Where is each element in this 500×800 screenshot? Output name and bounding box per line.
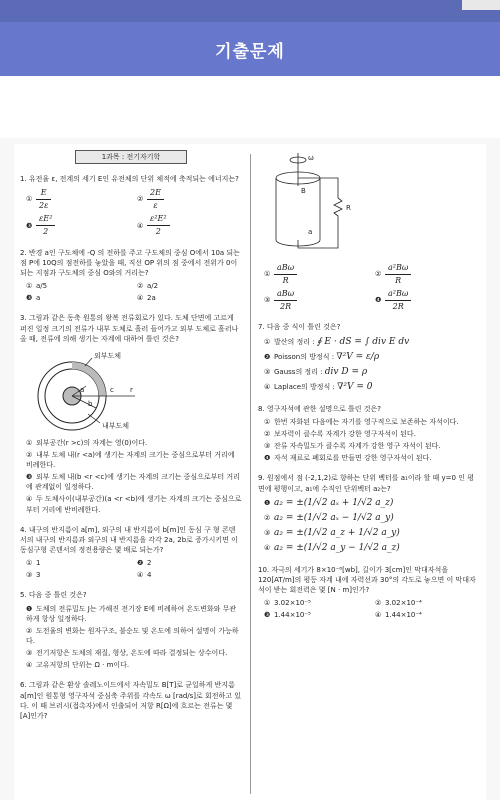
option-4[interactable]: ④ a₂ = ±(1/√2 a_y − 1/√2 a_z) (264, 542, 400, 553)
question-5 (20, 590, 242, 672)
option-4[interactable]: ❹ 자석 재료로 폐회로를 만들면 강한 영구자석이 된다. (264, 454, 432, 463)
question-text: 3. 그림과 같은 동축 원통의 왕복 전류회로가 있다. 도체 단면에 고르게 퍼진 일정 크기의 전류가 내부 도체로 흘러 들어가고 외부 도체로 흘러나올 때, 전류에 의해 생기는 자계에 대하여 틀린 것은? (20, 314, 239, 343)
option-3[interactable]: ❸ a (26, 294, 41, 303)
label-a: a (80, 385, 85, 394)
app-bar (0, 22, 500, 76)
option-1[interactable]: ① $\frac{E}{2\varepsilon}$ (20, 187, 131, 211)
option-4[interactable]: ④ 4 (137, 571, 152, 580)
option-3[interactable]: ③ 잔류 자속밀도가 클수록 자계가 강한 영구 자석이 된다. (264, 442, 441, 451)
question-4 (20, 525, 242, 583)
option-1[interactable]: ① 한번 자화된 다음에는 자기를 영구적으로 보존하는 자석이다. (264, 417, 459, 426)
question-text: 7. 다음 중 식이 틀린 것은? (258, 323, 341, 332)
option-3[interactable]: ❸ 외부 도체 내(b <r <c)에 생기는 자계의 크기는 중심으로부터 거리에 관계없이 일정하다. (26, 473, 240, 492)
fraction: $\frac{\text{εE²}}{2}$ (36, 213, 55, 237)
option-4[interactable]: ④ 1.44×10⁻⁴ (375, 611, 422, 620)
option-1[interactable]: ① $\frac{\text{aBω}}{R}$ (258, 262, 369, 286)
exam-page (14, 144, 486, 800)
option-3[interactable]: ③ 3 (26, 571, 41, 580)
question-6-options (258, 262, 480, 314)
option-2[interactable]: ② $\frac{2E}{\varepsilon}$ (131, 187, 242, 211)
option-3[interactable]: ③ 전기저항은 도체의 재질, 형상, 온도에 따라 결정되는 상수이다. (26, 649, 228, 658)
label-b: b (88, 399, 93, 408)
option-3[interactable]: ③ Gauss의 정리 : div D = ρ (264, 366, 368, 377)
option-1[interactable]: ① a/5 (26, 282, 48, 291)
answer-options (20, 438, 242, 517)
option-1[interactable]: ❶ 도체의 전류밀도 J는 가해진 전기장 E에 비례하여 온도변화와 무관하게 항상 일정하다. (26, 604, 237, 623)
left-column (20, 144, 242, 729)
status-indicator (462, 0, 500, 10)
option-2[interactable]: ② $\frac{\text{a²Bω}}{R}$ (369, 262, 480, 286)
option-3[interactable]: ❸ 1.44×10⁻⁵ (264, 611, 311, 620)
question-8 (258, 404, 480, 466)
pointer-outer (85, 358, 92, 366)
question-text: 8. 영구자석에 관한 설명으로 틀린 것은? (258, 404, 381, 413)
question-text: 4. 내구의 반지름이 a[m], 외구의 내 반지름이 b[m]인 동심 구 형 콘덴서의 내구의 반지름과 외구의 내 반지름을 각각 2a, 2b로 증가시키면 이 동심구형 콘덴서의 정전용량은 몇 배로 되는가? (20, 525, 238, 555)
option-1[interactable]: ① 발산의 정리 : ∮ E · dS = ∫ div E dv (264, 336, 410, 347)
question-text: 1. 유전율 ε, 전계의 세기 E인 유전체의 단위 체적에 축적되는 에너지는? (20, 175, 239, 184)
option-2[interactable]: ② 도전율의 변화는 원자구조, 불순도 및 온도에 의하여 설명이 가능하다. (26, 626, 239, 646)
answer-options (258, 497, 480, 557)
option-2[interactable]: ② 보자력이 클수록 자계가 강한 영구자석이 된다. (264, 429, 416, 438)
label-b: B (301, 187, 306, 195)
solenoid-diagram (268, 148, 388, 258)
option-4[interactable]: ❹ $\frac{\text{a²Bω}}{2R}$ (369, 288, 480, 312)
answer-options (258, 262, 480, 314)
question-text: 6. 그림과 같은 환상 솔레노이드에서 자속밀도 B[T]로 균일하게 반지름 a[m]인 원통형 영구자석 중심축 주위를 각속도 ω [rad/s]로 회전하고 있다. 이 때 브러시(접촉자)에서 인출되어 저항 R[Ω]에 흐르는 전류는 몇 [A]인가? (20, 681, 242, 720)
question-10 (258, 565, 480, 623)
fraction: $\frac{E}{2\varepsilon}$ (36, 187, 51, 211)
label-r: R (346, 204, 351, 212)
question-3 (20, 313, 242, 516)
option-4[interactable]: ④ $\frac{\text{ε²E²}}{2}$ (131, 213, 242, 237)
question-6 (20, 680, 242, 721)
status-bar (0, 0, 500, 22)
option-2[interactable]: ② 내부 도체 내(r <a)에 생기는 자계의 크기는 중심으로부터 거리에 비례한다. (26, 450, 235, 470)
option-2[interactable]: ② a/2 (137, 282, 159, 291)
label-a: a (308, 228, 313, 236)
question-text: 2. 반경 a인 구도체에 -Q 의 전하를 주고 구도체의 중심 O에서 10a 되는 점 P에 10Q의 점전하를 놓았을 때, 직선 OP 위의 점 중에서 전위가 0이 되는 지점과 구도체의 중심 O와의 거리는? (20, 248, 240, 277)
label-c: c (110, 385, 114, 394)
label-r: r (130, 385, 133, 394)
option-1[interactable]: ❶ a₂ = ±(1/√2 aₓ + 1/√2 a_z) (264, 497, 394, 508)
label-inner: 내부도체 (102, 421, 130, 430)
option-2[interactable]: ② a₂ = ±(1/√2 aₓ − 1/√2 a_y) (264, 512, 394, 523)
option-1[interactable]: ① 1 (26, 559, 41, 568)
exam-sheet[interactable] (0, 138, 500, 800)
answer-options (258, 336, 480, 396)
answer-options (20, 187, 242, 239)
answer-options (20, 558, 242, 582)
right-column (258, 144, 480, 631)
option-1[interactable]: ① 3.02×10⁻⁵ (264, 599, 311, 608)
option-2[interactable]: ❷ Poisson의 방정식 : ∇²V = ε/ρ (264, 351, 380, 362)
question-7 (258, 322, 480, 395)
answer-options (20, 604, 242, 673)
header-space (0, 76, 500, 138)
option-3[interactable]: ❸ $\frac{\text{εE²}}{2}$ (20, 213, 131, 237)
option-1[interactable]: ① 외부공간(r >c)의 자계는 영(0)이다. (26, 438, 148, 447)
question-text: 5. 다음 중 틀린 것은? (20, 591, 87, 600)
question-text: 10. 자극의 세기가 8×10⁻⁶[wb], 길이가 3[cm]인 막대자석을 120[AT/m]의 평등 자계 내에 자력선과 30°의 각도로 놓으면 이 막대자석이 받는 회전력은 몇 [N · m]인가? (258, 565, 476, 595)
option-2[interactable]: ② 3.02×10⁻⁴ (375, 599, 422, 608)
answer-options (20, 281, 242, 305)
column-divider (250, 154, 251, 794)
fraction: $\frac{2E}{\varepsilon}$ (147, 187, 164, 211)
option-4[interactable]: ④ 2a (137, 294, 156, 303)
answer-options (258, 598, 480, 622)
question-1 (20, 174, 242, 240)
label-omega: ω (308, 154, 314, 162)
option-4[interactable]: ④ 두 도체사이(내부공간)(a <r <b)에 생기는 자계의 크기는 중심으로부터 거리에 반비례한다. (26, 495, 242, 514)
option-3[interactable]: ③ a₂ = ±(1/√2 a_z + 1/√2 a_y) (264, 527, 400, 538)
option-2[interactable]: ❷ 2 (137, 559, 152, 568)
question-9 (258, 473, 480, 556)
page-title: 기출문제 (215, 41, 285, 62)
fraction: $\frac{\text{ε²E²}}{2}$ (147, 213, 170, 237)
question-text: 9. 원점에서 점 (-2,1,2)로 향하는 단위 벡터를 a₁이라 할 때 y=0 인 평면에 평행이고, a₁에 수직인 단위벡터 a₂는? (258, 474, 474, 493)
option-3[interactable]: ③ $\frac{\text{aBω}}{2R}$ (258, 288, 369, 312)
subject-label: 1과목 : 전기자기학 (75, 150, 187, 164)
option-4[interactable]: ④ Laplace의 방정식 : ∇²V = 0 (264, 381, 373, 392)
label-outer: 외부도체 (94, 351, 122, 360)
option-4[interactable]: ④ 고유저항의 단위는 Ω · m이다. (26, 661, 130, 670)
question-2 (20, 248, 242, 306)
coaxial-diagram (30, 348, 160, 434)
answer-options (258, 417, 480, 466)
